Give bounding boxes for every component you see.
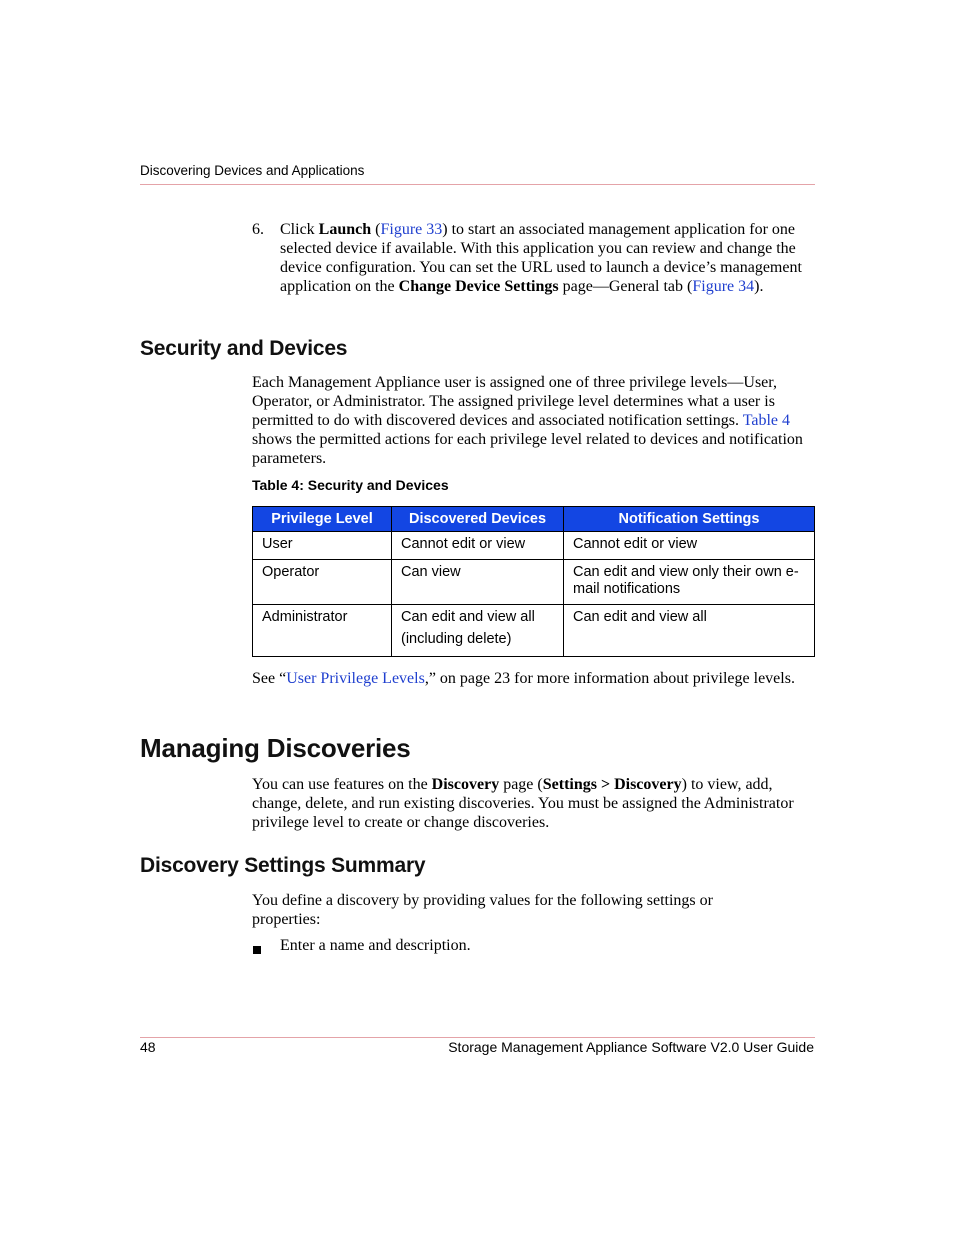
figure-33-link[interactable]: Figure 33 [380, 221, 443, 238]
security-paragraph: Each Management Appliance user is assigned one of three privilege levels—User, Operator, or Administrator. The assigned privilege level determines what a user is permitted to do with discovered devices and associated notification settings. Table 4 shows the permitted actions for each privilege level related to devices and notification parameters. [252, 374, 803, 467]
table-cell: Cannot edit or view [564, 532, 815, 560]
managing-paragraph: You can use features on the Discovery page (Settings > Discovery) to view, add, change, delete, and run existing discoveries. You must be assigned the Administrator privilege level to create or change discoveries. [252, 776, 794, 831]
table-cell: Operator [253, 560, 392, 605]
col-header-notifications: Notification Settings [564, 507, 815, 532]
table-header-row [253, 507, 815, 532]
step-6-text: Click Launch (Figure 33) to start an associated management application for one selected device if available. With this application you can review and change the device configuration. You can set the URL used to launch a device’s management application on the Change Device Settings page—General tab (Figure 34). [280, 221, 802, 295]
header-rule [140, 184, 815, 185]
step-number: 6. [252, 221, 264, 238]
page-number: 48 [140, 1039, 156, 1055]
col-header-devices: Discovered Devices [392, 507, 564, 532]
bullet-marker [253, 941, 261, 959]
table-cell: Administrator [253, 605, 392, 657]
table-cell: User [253, 532, 392, 560]
footer-doc-title: Storage Management Appliance Software V2.0 User Guide [448, 1039, 814, 1055]
table-row [253, 532, 815, 560]
table-caption: Table 4: Security and Devices [252, 477, 449, 493]
table-row [253, 605, 815, 657]
table-cell: Can edit and view all (including delete) [392, 605, 564, 657]
table-cell: Can edit and view only their own e-mail notifications [564, 560, 815, 605]
managing-heading: Managing Discoveries [140, 733, 411, 763]
bullet-item: Enter a name and description. [280, 937, 471, 954]
launch-term: Launch [318, 221, 372, 238]
table-row [253, 560, 815, 605]
footer-rule [140, 1037, 815, 1038]
table-cell: Cannot edit or view [392, 532, 564, 560]
see-also-paragraph: See “User Privilege Levels,” on page 23 for more information about privilege levels. [252, 670, 795, 687]
summary-paragraph: You define a discovery by providing values for the following settings or properties: [252, 892, 713, 928]
table-4-link[interactable]: Table 4 [742, 412, 791, 429]
table-cell: Can view [392, 560, 564, 605]
security-heading: Security and Devices [140, 337, 348, 360]
security-table [252, 506, 815, 657]
summary-heading: Discovery Settings Summary [140, 854, 426, 877]
change-settings-term: Change Device Settings [398, 278, 559, 295]
running-header: Discovering Devices and Applications [140, 163, 365, 178]
table-cell: Can edit and view all [564, 605, 815, 657]
figure-34-link[interactable]: Figure 34 [692, 278, 755, 295]
col-header-privilege: Privilege Level [253, 507, 392, 532]
user-privilege-levels-link[interactable]: User Privilege Levels [286, 670, 425, 687]
